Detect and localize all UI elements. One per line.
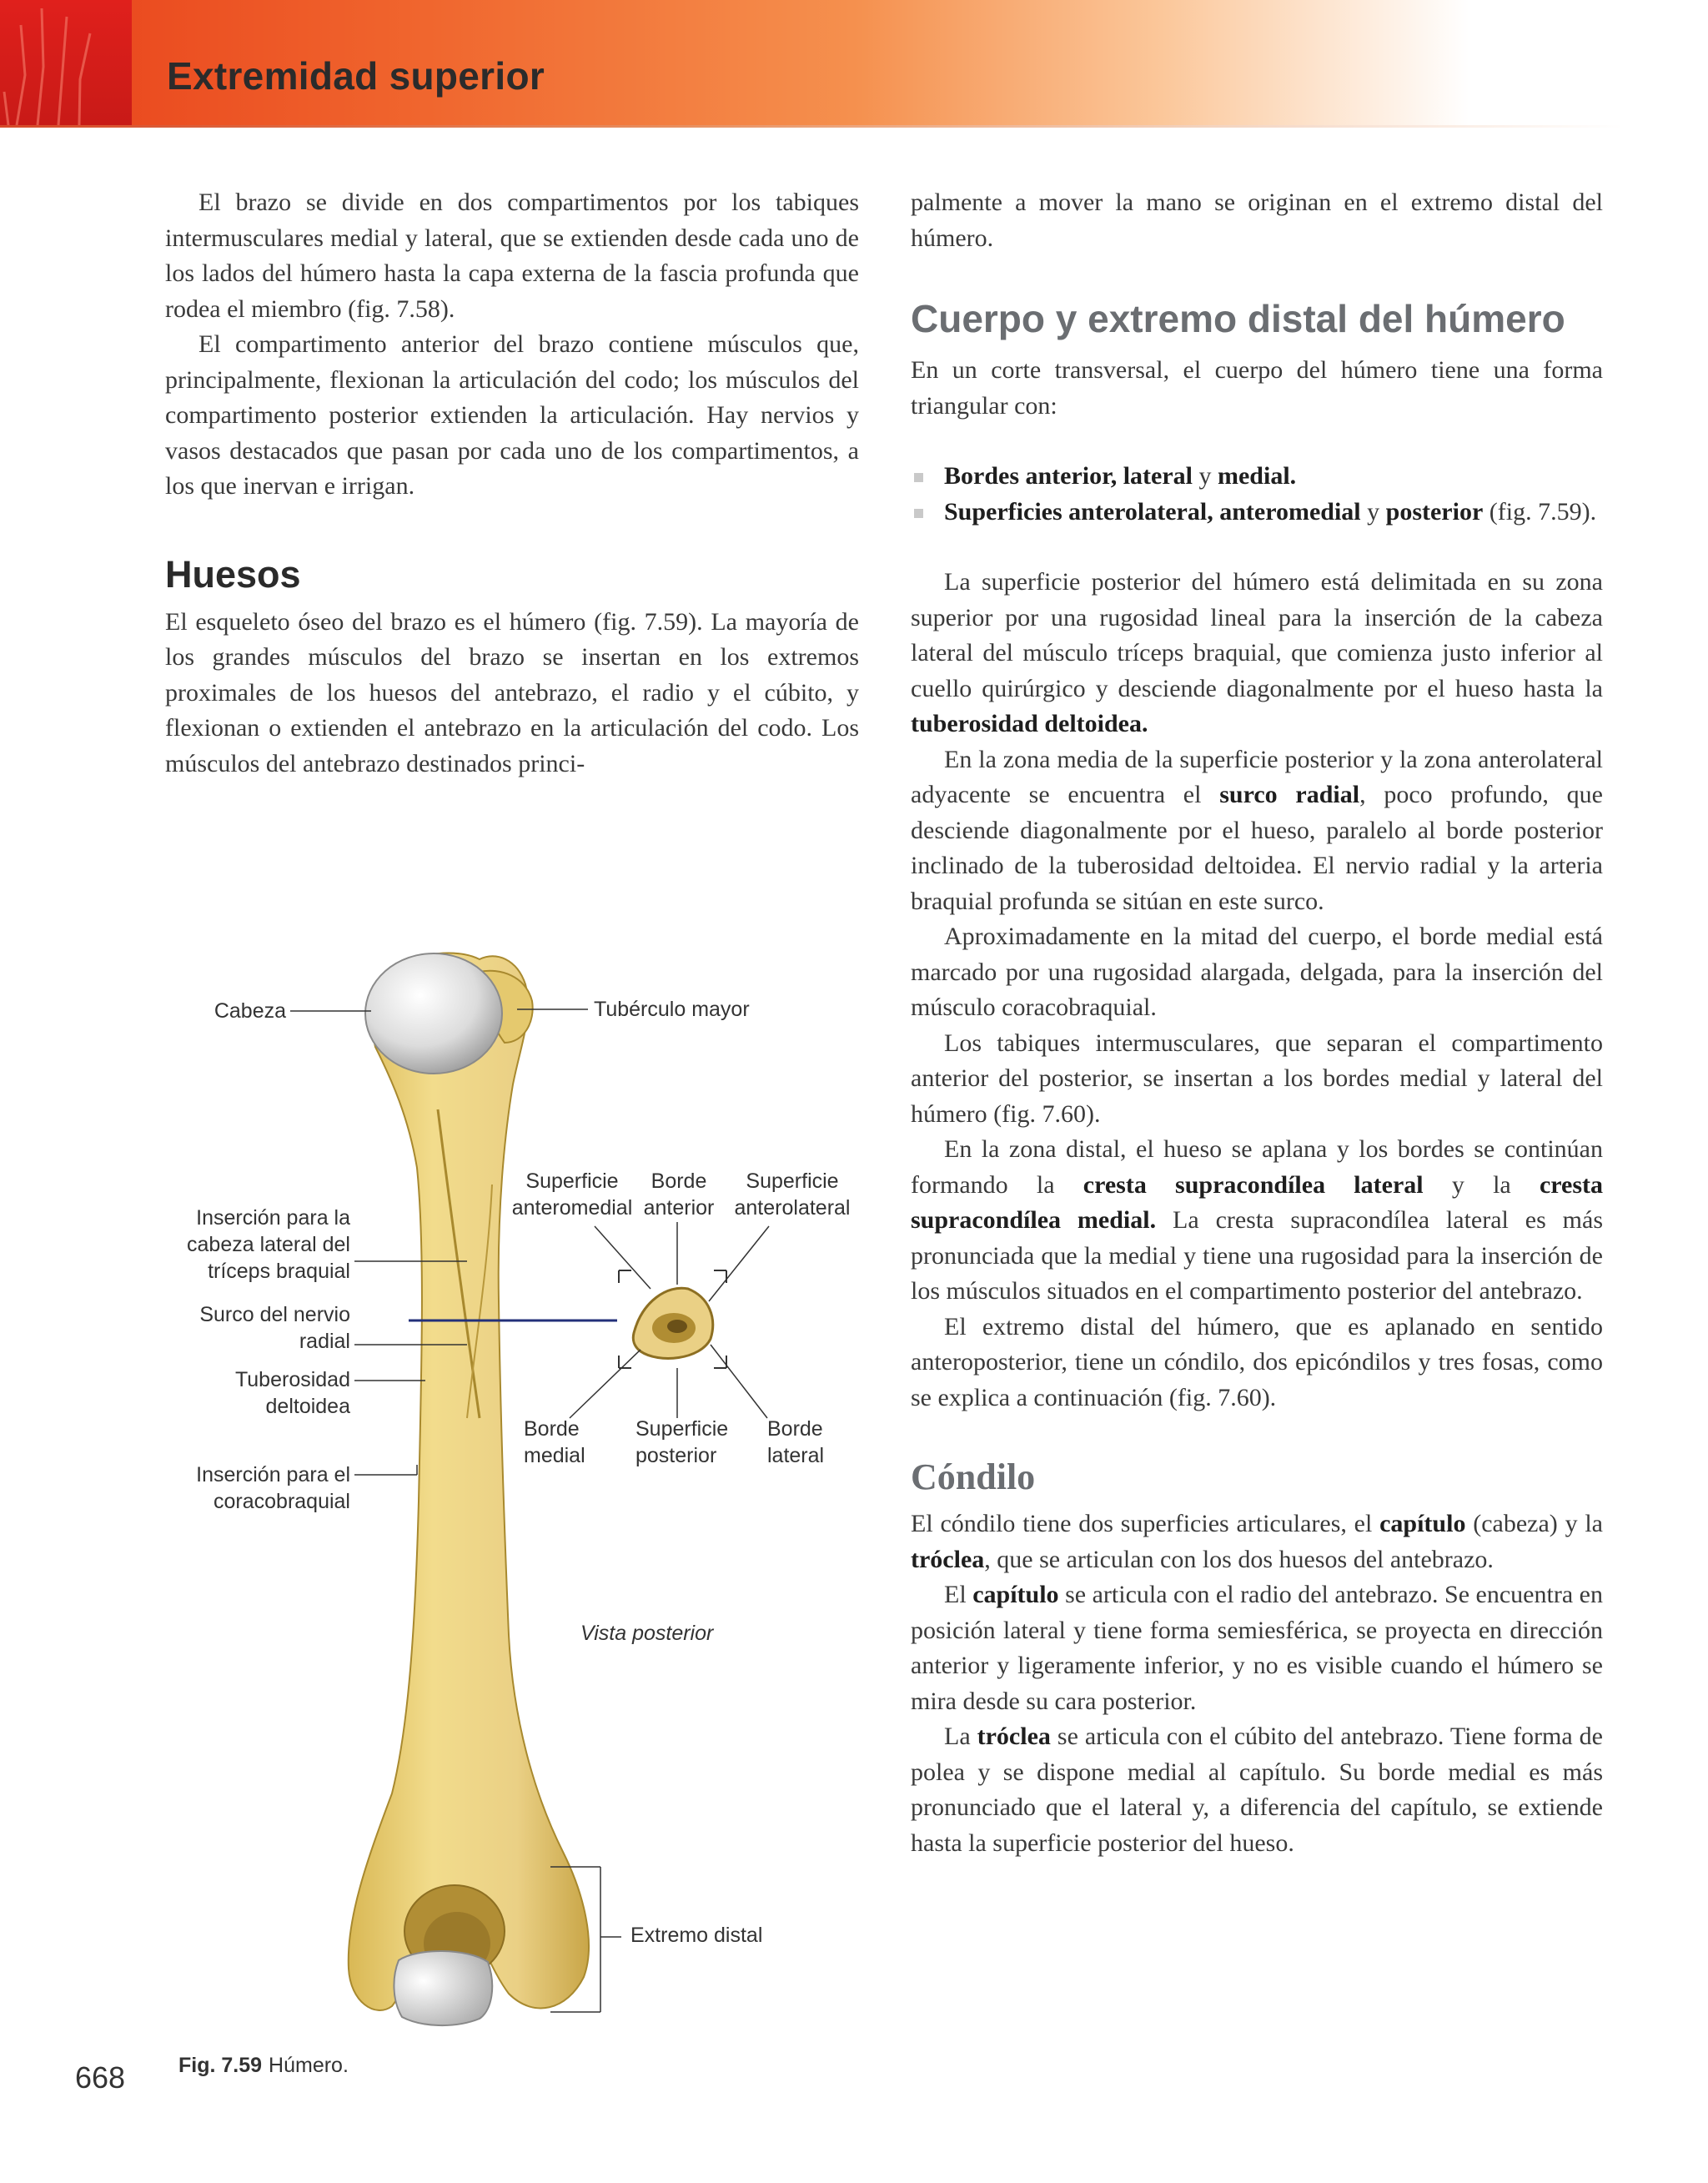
chapter-title: Extremidad superior: [167, 54, 545, 98]
label-sup-anteromedial: Superficie anteromedial: [511, 1169, 633, 1220]
label-tuberosidad-deltoidea: Tuberosidad deltoidea: [234, 1368, 350, 1418]
bordes-superficies-list: [911, 459, 1603, 530]
section-heading-condilo: Cóndilo: [911, 1456, 1036, 1497]
label-vista-posterior: Vista posterior: [580, 1622, 714, 1645]
paragraph-crestas: En la zona distal, el hueso se aplana y los bordes se continúan formando la cresta supracondílea lateral y la cresta supracondílea medial. La cresta supracondílea lateral es más pronunciada que la medial y tiene una rugosidad para la inserción de los músculos situados en el compartimento posterior del antebrazo.: [911, 1135, 1604, 1305]
label-tuberculo-mayor: Tubérculo mayor: [594, 998, 750, 1021]
list-item: Bordes anterior, lateral y medial.: [911, 459, 1603, 495]
label-surco-nervio-radial: Surco del nervio radial: [199, 1303, 350, 1353]
humeral-head: [365, 953, 502, 1074]
figure-caption: [178, 2054, 349, 2078]
section-heading-cuerpo: Cuerpo y extremo distal del húmero: [911, 297, 1565, 340]
section-heading-huesos: Huesos: [165, 552, 301, 596]
paragraph-borde-medial: Aproximadamente en la mitad del cuerpo, el borde medial está marcado por una rugosidad alargada, delgada, para la inserción del músculo coracobraquial.: [911, 923, 1603, 1021]
paragraph-condilo: El cóndilo tiene dos superficies articulares, el capítulo (cabeza) y la tróclea, que se articulan con los dos huesos del antebrazo.: [911, 1510, 1603, 1573]
page-number: 668: [75, 2060, 126, 2095]
paragraph-tabiques: Los tabiques intermusculares, que separan el compartimento anterior del posterior, se insertan a los bordes medial y lateral del húmero (fig. 7.60).: [911, 1029, 1603, 1128]
paragraph-surco-radial: En la zona media de la superficie posterior y la zona anterolateral adyacente se encuentra el surco radial, poco profundo, que desciende diagonalmente por el hueso, paralelo al borde posterior inclinado de la tuberosidad deltoidea. El nervio radial y la arteria braquial profunda se sitúan en este surco.: [911, 745, 1603, 915]
right-column: [911, 185, 1603, 1861]
caption-text: Húmero.: [269, 2054, 349, 2077]
label-borde-medial: Borde medial: [524, 1417, 585, 1467]
intro-paragraph-2: El compartimento anterior del brazo contiene músculos que, principalmente, flexionan la articulación del codo; los músculos del compartimento posterior extienden la articulación. Hay nervios y vasos destacados que pasan por cada uno de los compartimentos, a los que inervan e irrigan.: [165, 330, 859, 500]
label-borde-lateral: Borde lateral: [767, 1417, 825, 1467]
label-cabeza: Cabeza: [214, 999, 286, 1023]
paragraph-extremo-distal: El extremo distal del húmero, que es aplanado en sentido anteroposterior, tiene un cóndilo, dos epicóndilos y tres fosas, como se explica a continuación (fig. 7.60).: [911, 1312, 1603, 1411]
list-item: Superficies anterolateral, anteromedial y posterior (fig. 7.59).: [911, 495, 1603, 531]
paragraph-superficie-posterior: La superficie posterior del húmero está delimitada en su zona superior por una rugosidad lineal para la inserción de la cabeza lateral del músculo tríceps braquial, que comienza justo inferior al cuello quirúrgico y desciende diagonalmente por el hueso hasta la tuberosidad deltoidea.: [911, 568, 1603, 737]
paragraph-troclea: La tróclea se articula con el cúbito del antebrazo. Tiene forma de polea y se dispone medial al capítulo. Su borde medial es más pronunciado que el lateral y, a diferencia del capítulo, se extiende hasta la superficie posterior del hueso.: [911, 1723, 1603, 1857]
paragraph-capitulo: El capítulo se articula con el radio del antebrazo. Se encuentra en posición lateral y tiene forma semiesférica, se proyecta en dirección anterior y ligeramente inferior, y no es visible cuando el húmero se mira desde su cara posterior.: [911, 1581, 1603, 1715]
cuerpo-intro: En un corte transversal, el cuerpo del húmero tiene una forma triangular con:: [911, 356, 1603, 420]
label-borde-anterior: Borde anterior: [643, 1169, 715, 1220]
continuation-paragraph: palmente a mover la mano se originan en el extremo distal del húmero.: [911, 189, 1603, 252]
label-insercion-triceps: Inserción para la cabeza lateral del tríceps braquial: [187, 1206, 350, 1283]
trochlea: [394, 1951, 492, 2025]
caption-number: Fig. 7.59: [178, 2054, 263, 2077]
huesos-paragraph: El esqueleto óseo del brazo es el húmero (fig. 7.59). La mayoría de los grandes músculos del brazo se insertan en los extremos proximales de los huesos del antebrazo, el radio y el cúbito, y flexionan o extienden el antebrazo en la articulación del codo. Los músculos del antebrazo destinados princi-: [165, 607, 859, 777]
label-insercion-coracobraquial: Inserción para el coracobraquial: [196, 1463, 350, 1513]
label-extremo-distal: Extremo distal: [630, 1924, 763, 1947]
label-sup-anterolateral: Superficie anterolateral: [734, 1169, 851, 1220]
label-sup-posterior: Superficie posterior: [635, 1417, 729, 1467]
humerus-bone: [349, 953, 589, 2010]
intro-paragraph-1: El brazo se divide en dos compartimentos por los tabiques intermusculares medial y lateral, que se extienden desde cada uno de los lados del húmero hasta la capa externa de la fascia profunda que rodea el miembro (fig. 7.58).: [165, 189, 859, 323]
